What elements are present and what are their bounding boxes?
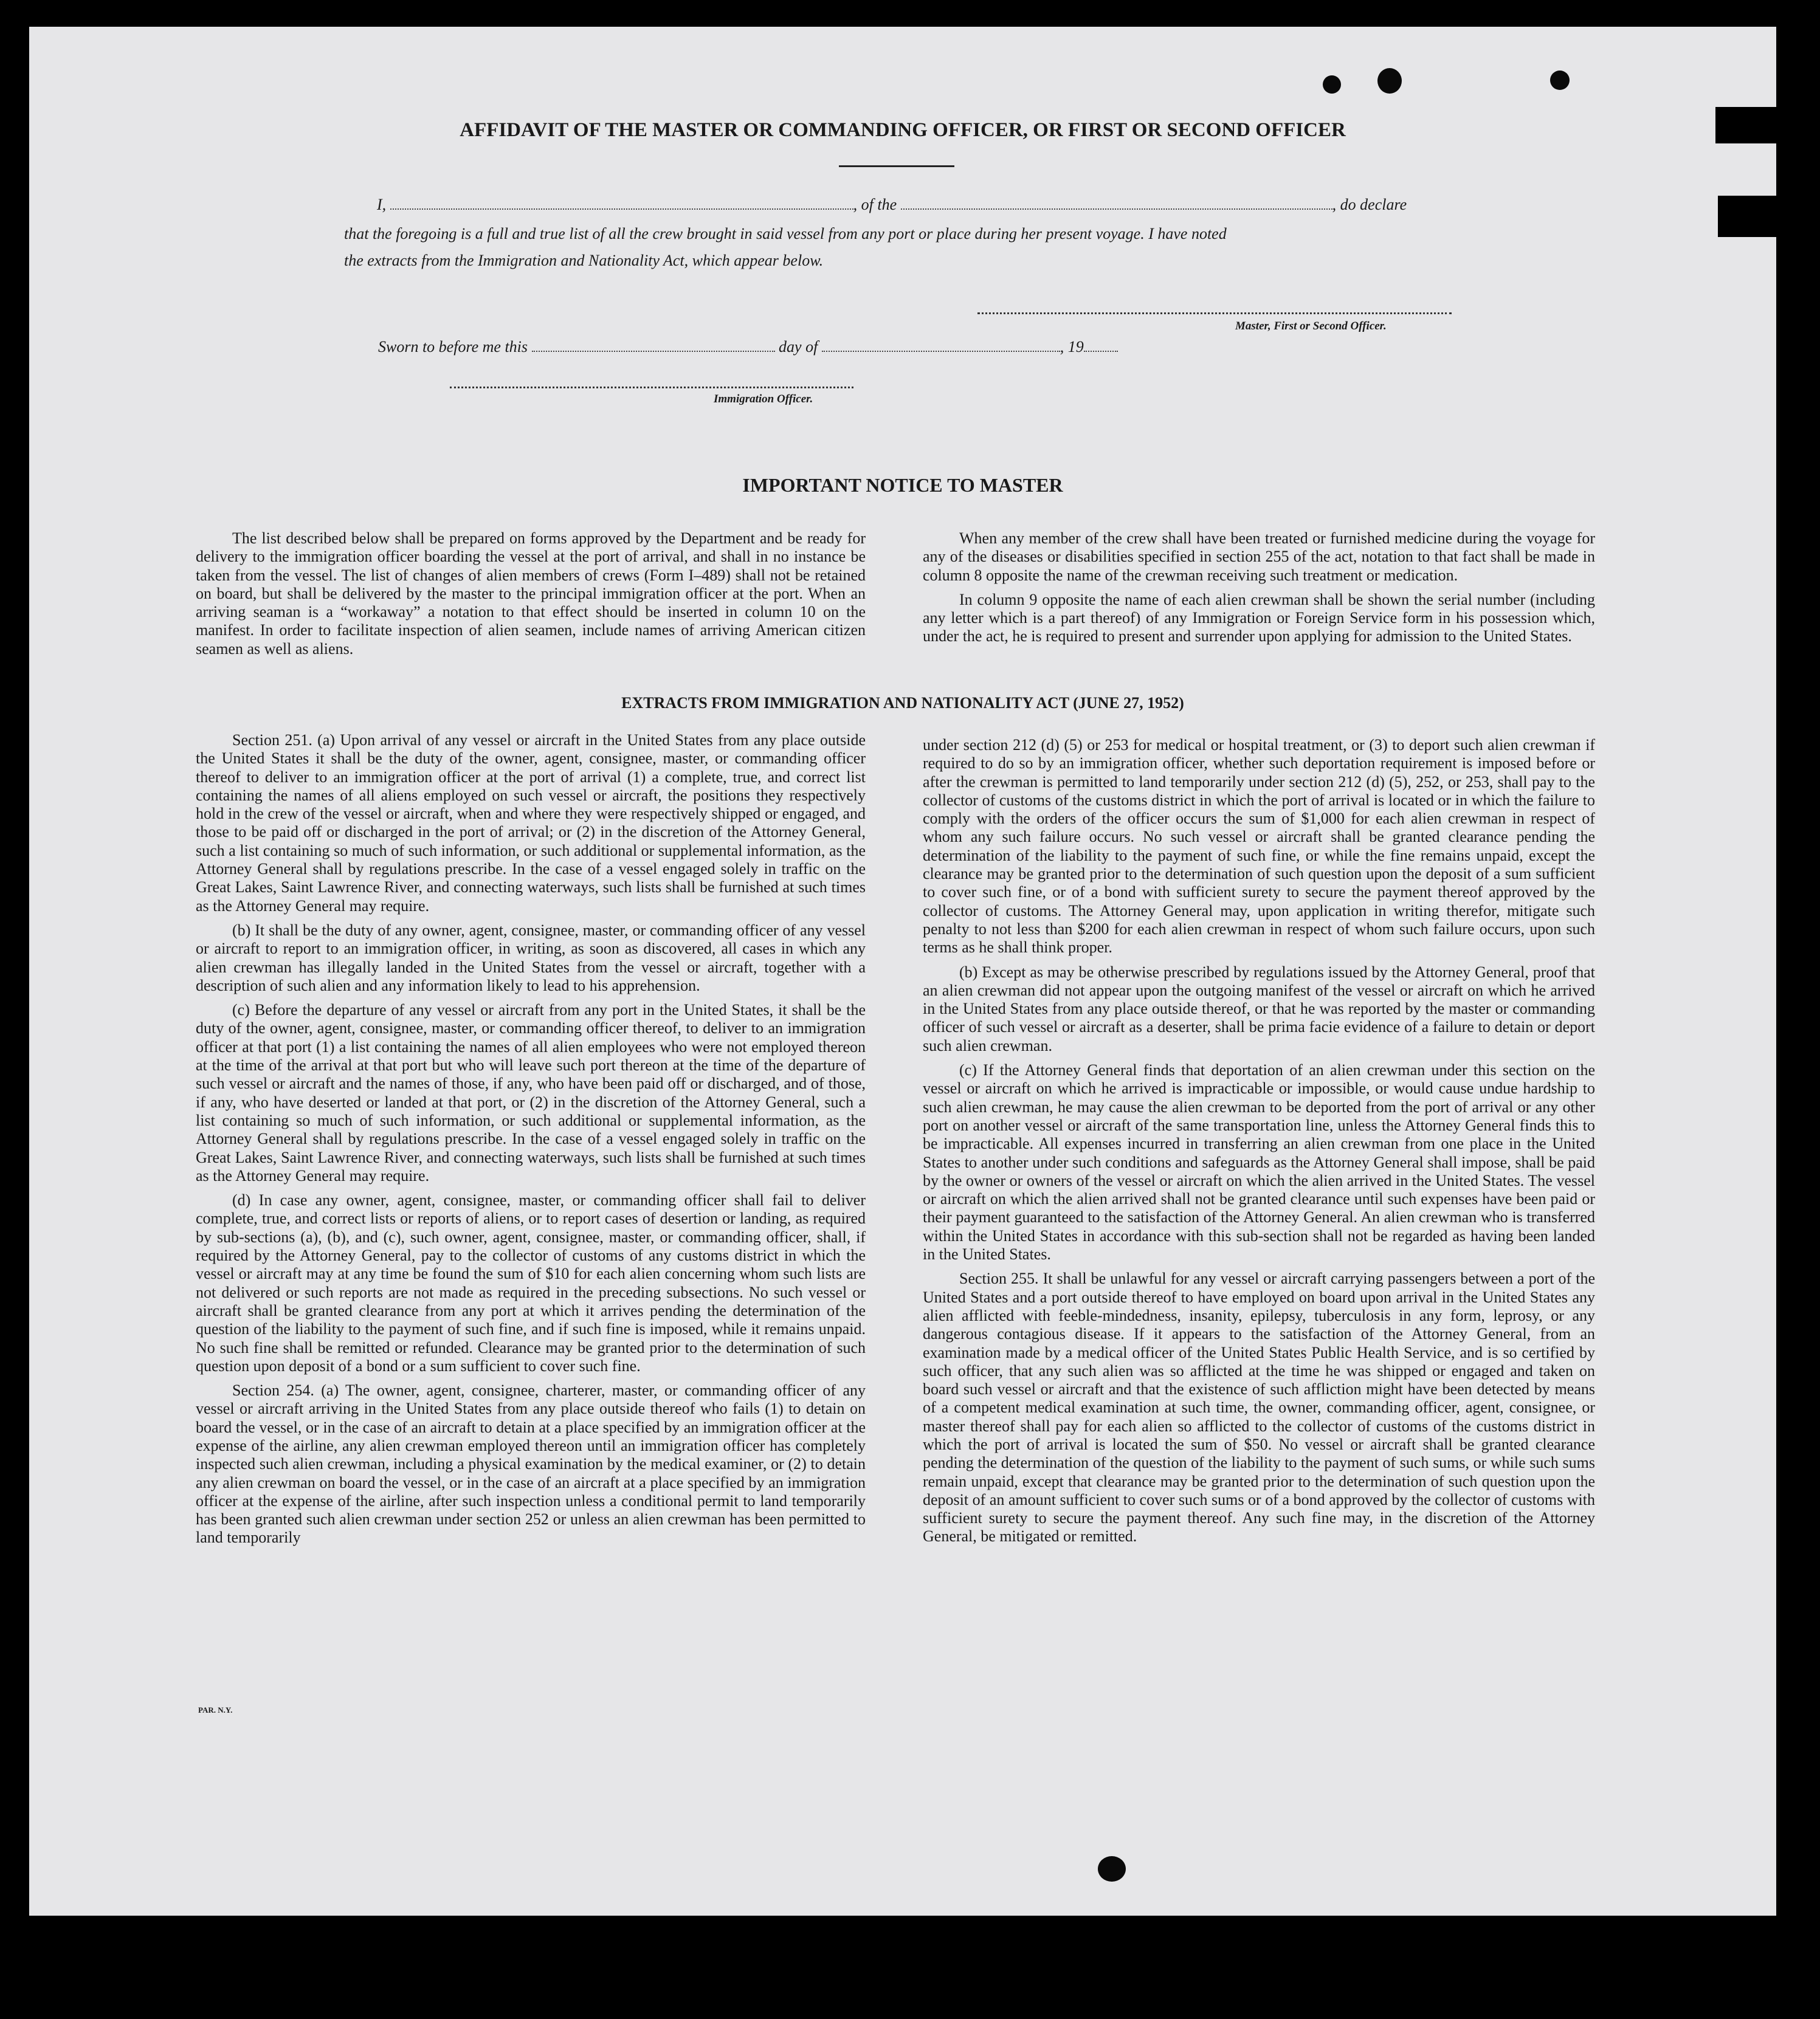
section-254-a: Section 254. (a) The owner, agent, consignee, charterer, master, or commanding officer of any vessel or aircraft arriving in the United States from any place outside thereof who fails (1) to detain on board the vessel, or in the case of an aircraft to detain at a place specified by an immigration officer at the expense of the airline, any alien crewman employed thereon until an immigration officer has completely inspected such alien crewman, including a physical examination by the medical examiner, or (2) to detain any alien crewman on board the vessel, or in the case of an aircraft at a place specified by an immigration officer at the expense of the airline, after such inspection unless a conditional permit to land temporarily has been granted such alien crewman under section 252 or unless an alien crewman has been permitted to land temporarily [196,1381,866,1547]
affidavit-line-1 [377,196,1454,214]
section-251-c: (c) Before the departure of any vessel or aircraft from any port in the United States, it shall be the duty of the owner, agent, consignee, master, or commanding officer thereof, to deliver to an immigration officer at that port (1) a list containing the names of all alien employees who were not employed thereon at the time of the arrival at that port but who will leave such port thereon at the time of the departure of such vessel or aircraft and the names of those, if any, who have been paid off or discharged, and of those, if any, who have deserted or landed at that port, or (2) in the discretion of the Attorney General, such a list containing so much of such information, or such additional or supplemental information, as the Attorney General shall by regulations prescribe. In the case of a vessel engaged solely in traffic on the Great Lakes, Saint Lawrence River, and connecting waterways, such lists shall be furnished at such times as the Attorney General may require. [196,1001,866,1185]
affidavit-of-the: , of the [853,196,897,213]
binder-clip-middle [1718,196,1820,237]
master-signature-line[interactable] [977,312,1452,314]
notice-left-paragraph: The list described below shall be prepared on forms approved by the Department and be ready for delivery to the immigration officer boarding the vessel at the port of arrival, and shall in no instance be taken from the vessel. The list of changes of alien members of crews (Form I–489) shall not be retained on board, but shall be delivered by the master to the principal immigration officer at the port. When an arriving seaman is a “workaway” a notation to that effect should be inserted in column 10 on the manifest. In order to facilitate inspection of alien seamen, include names of arriving American citizen seamen as well as aliens. [196,529,866,658]
sworn-month-blank[interactable] [822,351,1060,352]
officer-signature-label: Immigration Officer. [714,393,813,405]
section-254-b: (b) Except as may be otherwise prescribed by regulations issued by the Attorney General, proof that an alien crewman did not appear upon the outgoing manifest of the vessel or aircraft on which he arrived in the United States from any place outside thereof, or that he was reported by the master or commanding officer of such vessel or aircraft as a deserter, shall be prima facie evidence of a failure to detain or deport such alien crewman. [923,963,1595,1054]
notice-title: IMPORTANT NOTICE TO MASTER [742,474,1063,496]
notice-right-paragraph-1: When any member of the crew shall have been treated or furnished medicine during the voyage for any of the diseases or disabilities specified in section 255 of the act, notation to that fact shall be made in column 8 opposite the name of the crewman receiving such treatment or medication. [923,529,1595,584]
notice-right-paragraph-2: In column 9 opposite the name of each alien crewman shall be shown the serial number (including any letter which is a part thereof) of any Immigration or Foreign Service form in his possession which, under the act, he is required to present and surrender upon applying for admission to the United States. [923,590,1595,645]
punch-hole [1323,75,1341,94]
section-254-c: (c) If the Attorney General finds that deportation of an alien crewman under this section on the vessel or aircraft on which he arrived is impracticable or impossible, or would cause undue hardship to such alien crewman, he may cause the alien crewman to be deported from the port of arrival or any other port on another vessel or aircraft of the same transportation line, unless the Attorney General finds this to be impracticable. All expenses incurred in transferring an alien crewman from one place in the United States to another under such conditions and safeguards as the Attorney General shall impose, shall be paid by the owner or owners of the vessel or aircraft on which the alien arrived in the United States. The vessel or aircraft on which the alien arrived shall not be granted clearance until such expenses have been paid or their payment guaranteed to the satisfaction of the Attorney General. An alien crewman who is transferred within the United States in accordance with this sub-section shall not be regarded as having been landed in the United States. [923,1061,1595,1264]
extracts-title: EXTRACTS FROM IMMIGRATION AND NATIONALITY ACT (JUNE 27, 1952) [621,694,1184,712]
sworn-year-blank[interactable] [1084,351,1118,352]
section-251-d: (d) In case any owner, agent, consignee, master, or commanding officer shall fail to deliver complete, true, and correct lists or reports of aliens, or to report cases of desertion or landing, as required by sub-sections (a), (b), and (c), such owner, agent, consignee, master, or commanding officer, shall, if required by the Attorney General, pay to the collector of customs of any customs district in which the vessel or aircraft may at any time be found the sum of $10 for each alien concerning whom such lists are not delivered or such reports are not made as required in the preceding subsections. No such vessel or aircraft shall be granted clearance from any port at which it arrives pending the determination of the question of the liability to the payment of such fine, and if such fine is imposed, while it remains unpaid. No such fine shall be remitted or refunded. Clearance may be granted prior to the determination of such question upon deposit of a bond or a sum sufficient to cover such fine. [196,1191,866,1375]
punch-hole [1098,1856,1126,1882]
sworn-prefix: Sworn to before me this [378,338,528,356]
affidavit-line-2: that the foregoing is a full and true list of all the crew brought in said vessel from any port or place during her present voyage. I have noted [344,225,1227,242]
printer-mark: PAR. N.Y. [198,1705,233,1715]
affidavit-i: I, [377,196,387,213]
sworn-date-blank[interactable] [532,351,775,352]
name-blank[interactable] [390,208,853,210]
master-signature-label: Master, First or Second Officer. [1235,320,1387,332]
section-255: Section 255. It shall be unlawful for any vessel or aircraft carrying passengers between a port of the United States and a port outside thereof to have employed on board upon arrival in the United States any alien afflicted with feeble-mindedness, insanity, epilepsy, tuberculosis in any form, leprosy, or any dangerous contagious disease. If it appears to the satisfaction of the Attorney General, from an examination made by a medical officer of the United States Public Health Service, and is so certified by such officer, that any such alien was so afflicted at the time he was shipped or engaged and taken on board such vessel or aircraft and that the existence of such affliction might have been detected by means of a competent medical examination at such time, the owner, commanding officer, agent, consignee, or master thereof shall pay for each alien so afflicted to the collector of customs of the customs district in which the port of arrival is located the sum of $50. No vessel or aircraft shall be granted clearance pending the determination of the question of the liability to the payment of such sums, or while such sums remain unpaid, except that clearance may be granted prior to the determination of such question upon the deposit of an amount sufficient to cover such sums or of a bond approved by the collector of customs with sufficient surety to secure the payment thereof. Any such fine may, in the discretion of the Attorney General, be mitigated or remitted. [923,1270,1595,1546]
officer-signature-line[interactable] [450,387,853,388]
section-251-a: Section 251. (a) Upon arrival of any vessel or aircraft in the United States from any place outside the United States it shall be the duty of the owner, agent, consignee, master, or commanding officer thereof to deliver to an immigration officer at the port of arrival (1) a complete, true, and correct list containing the names of all aliens employed on such vessel or aircraft, the positions they respectively hold in the crew of the vessel or aircraft, when and where they were respectively shipped or engaged, and those to be paid off or discharged in the port of arrival; or (2) in the discretion of the Attorney General, such a list containing so much of such information, or such additional or supplemental information, as the Attorney General shall by regulations prescribe. In the case of a vessel engaged solely in traffic on the Great Lakes, Saint Lawrence River, and connecting waterways, such lists shall be furnished at such times as the Attorney General may require. [196,731,866,915]
affidavit-do-declare: , do declare [1332,196,1407,213]
extracts-left-column [196,731,866,1553]
extracts-right-column [923,736,1595,1552]
section-254-a-continued: under section 212 (d) (5) or 253 for medical or hospital treatment, or (3) to deport such alien crewman if required to do so by an immigration officer, whether such deportation requirement is imposed before or after the crewman is permitted to land temporarily under section 212 (d) (5), 252, or 253, shall pay to the collector of customs of the customs district in which the port of arrival is located or in which the failure to comply with the orders of the officer occurs the sum of $1,000 for each alien crewman in respect of whom any such failure occurs. No such vessel or aircraft shall be granted clearance pending the determination of the liability to the payment of such fine, or while the fine remains unpaid, except the clearance may be granted prior to the determination of such question upon the deposit of a sum sufficient to cover such fine, or of a bond with sufficient surety to secure the payment thereof approved by the collector of customs. The Attorney General may, upon application in writing therefor, mitigate such penalty to not less than $200 for each alien crewman in respect of whom such failure occurs, upon such terms as he shall think proper. [923,736,1595,957]
vessel-blank[interactable] [901,208,1332,210]
affidavit-title: AFFIDAVIT OF THE MASTER OR COMMANDING OFFICER, OR FIRST OR SECOND OFFICER [460,119,1346,141]
section-251-b: (b) It shall be the duty of any owner, agent, consignee, master, or commanding officer of any vessel or aircraft to report to an immigration officer, in writing, as soon as discovered, all cases in which any alien crewman has illegally landed in the United States from the vessel or aircraft, together with a description of such alien and any information likely to lead to his apprehension. [196,921,866,994]
title-underline [839,165,954,167]
notice-left-column [196,529,866,664]
sworn-year-prefix: , 19 [1060,338,1084,356]
punch-hole [1377,68,1402,94]
affidavit-line-3: the extracts from the Immigration and Nationality Act, which appear below. [344,252,824,269]
sworn-line [378,338,1118,356]
sworn-day-of: day of [779,338,818,356]
notice-right-column [923,529,1595,652]
punch-hole [1550,71,1570,90]
